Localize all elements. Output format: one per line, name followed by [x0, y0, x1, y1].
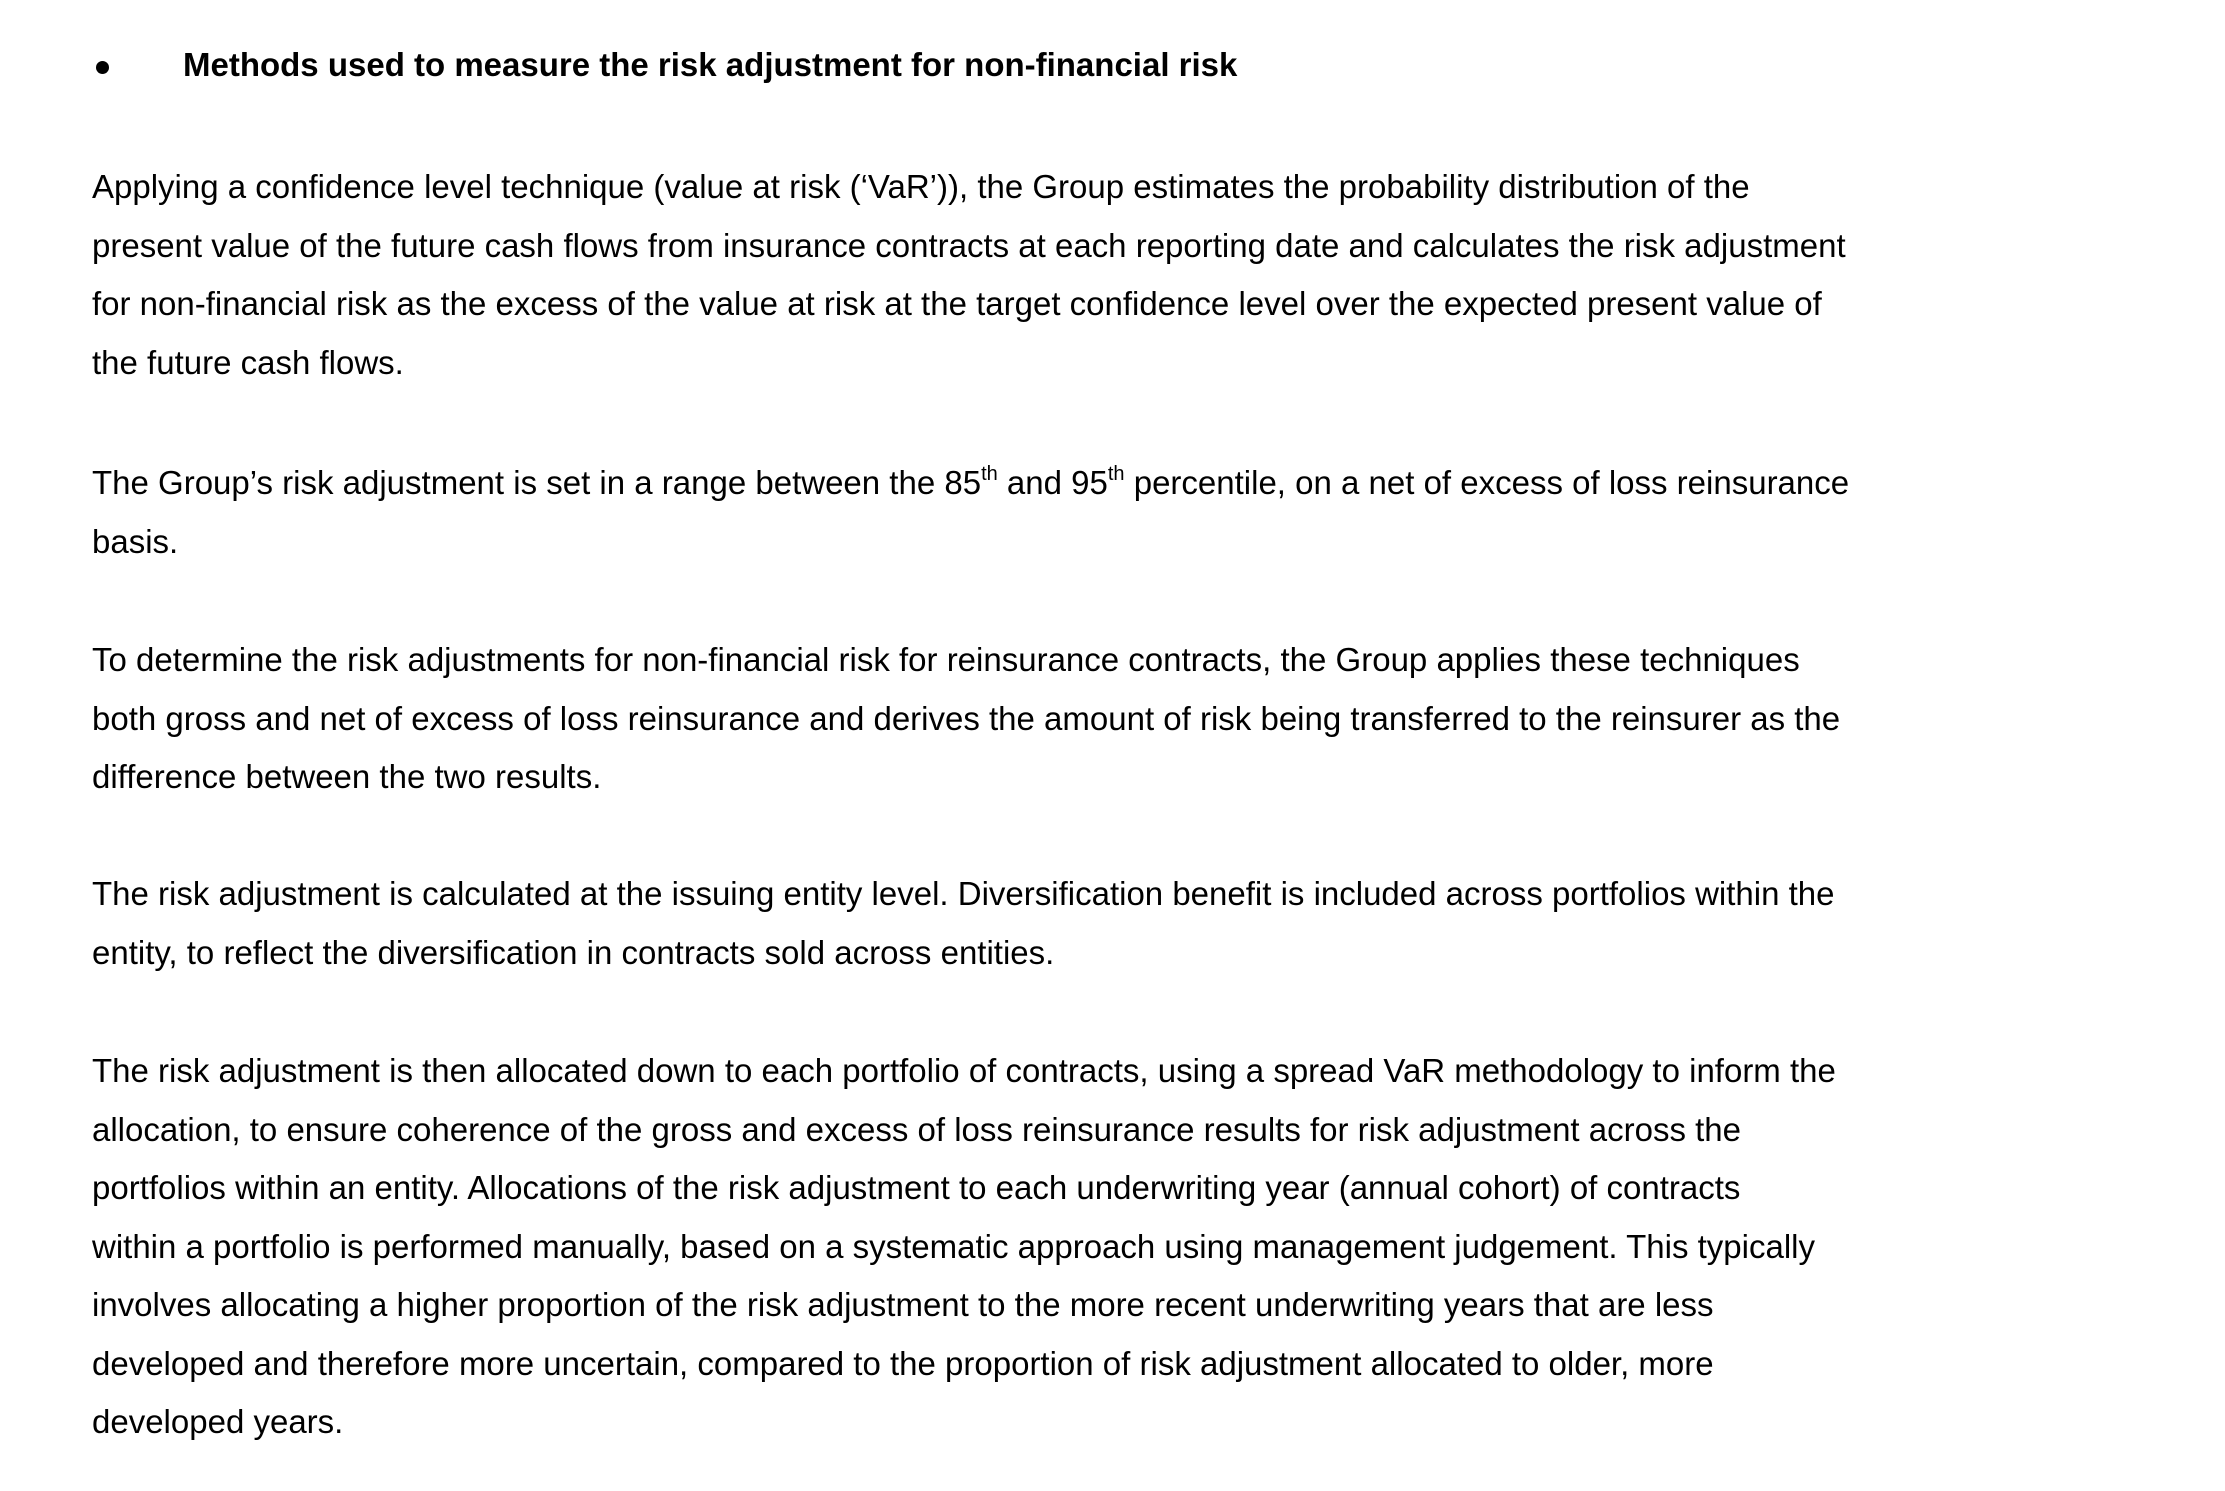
text-segment: The Group’s risk adjustment is set in a range between the 85: [92, 464, 982, 501]
text-line: developed years.: [92, 1403, 344, 1440]
text-line: present value of the future cash flows from insurance contracts at each reporting date and calculates the risk adjustment: [92, 226, 1846, 264]
paragraph-allocation: [92, 1042, 1836, 1452]
text-line: difference between the two results.: [92, 758, 602, 795]
text-line: for non-financial risk as the excess of the value at risk at the target confidence level over the expected present value of: [92, 285, 1822, 322]
text-line: both gross and net of excess of loss reinsurance and derives the amount of risk being transferred to the reinsurer as the: [92, 699, 1841, 737]
section-heading: [92, 46, 1237, 84]
paragraph-reinsurance-contracts: [92, 631, 1840, 807]
text-line: Applying a confidence level technique (value at risk (‘VaR’)), the Group estimates the probability distribution of the: [92, 168, 1750, 205]
bullet-icon: [92, 46, 183, 84]
text-line: The risk adjustment is then allocated down to each portfolio of contracts, using a spread VaR methodology to inform the: [92, 1052, 1836, 1089]
text-line: developed and therefore more uncertain, compared to the proportion of risk adjustment allocated to older, more: [92, 1344, 1714, 1382]
paragraph-entity-level: [92, 865, 1835, 982]
paragraph-percentile-range: [92, 454, 1849, 571]
text-line: the future cash flows.: [92, 343, 404, 381]
text-line: portfolios within an entity. Allocations of the risk adjustment to each underwriting year (annual cohort) of contracts: [92, 1169, 1741, 1206]
superscript: th: [981, 463, 998, 485]
text-line: within a portfolio is performed manually, based on a systematic approach using management judgement. This typically: [92, 1227, 1816, 1265]
text-segment: percentile, on a net of excess of loss reinsurance: [1124, 464, 1850, 501]
text-segment: and 95: [997, 464, 1108, 501]
text-line: allocation, to ensure coherence of the gross and excess of loss reinsurance results for risk adjustment across the: [92, 1110, 1742, 1148]
heading-text: Methods used to measure the risk adjustment for non-financial risk: [183, 46, 1238, 83]
text-line: entity, to reflect the diversification in contracts sold across entities.: [92, 933, 1055, 971]
text-line: To determine the risk adjustments for non-financial risk for reinsurance contracts, the Group applies these techniques: [92, 641, 1800, 678]
text-line: basis.: [92, 522, 179, 560]
paragraph-var-technique: [92, 158, 1846, 392]
superscript: th: [1107, 463, 1125, 485]
text-line: involves allocating a higher proportion of the risk adjustment to the more recent underwriting years that are less: [92, 1286, 1714, 1323]
text-line: The risk adjustment is calculated at the issuing entity level. Diversification benefit is included across portfolios within the: [92, 875, 1835, 912]
text-line: [92, 454, 1849, 513]
